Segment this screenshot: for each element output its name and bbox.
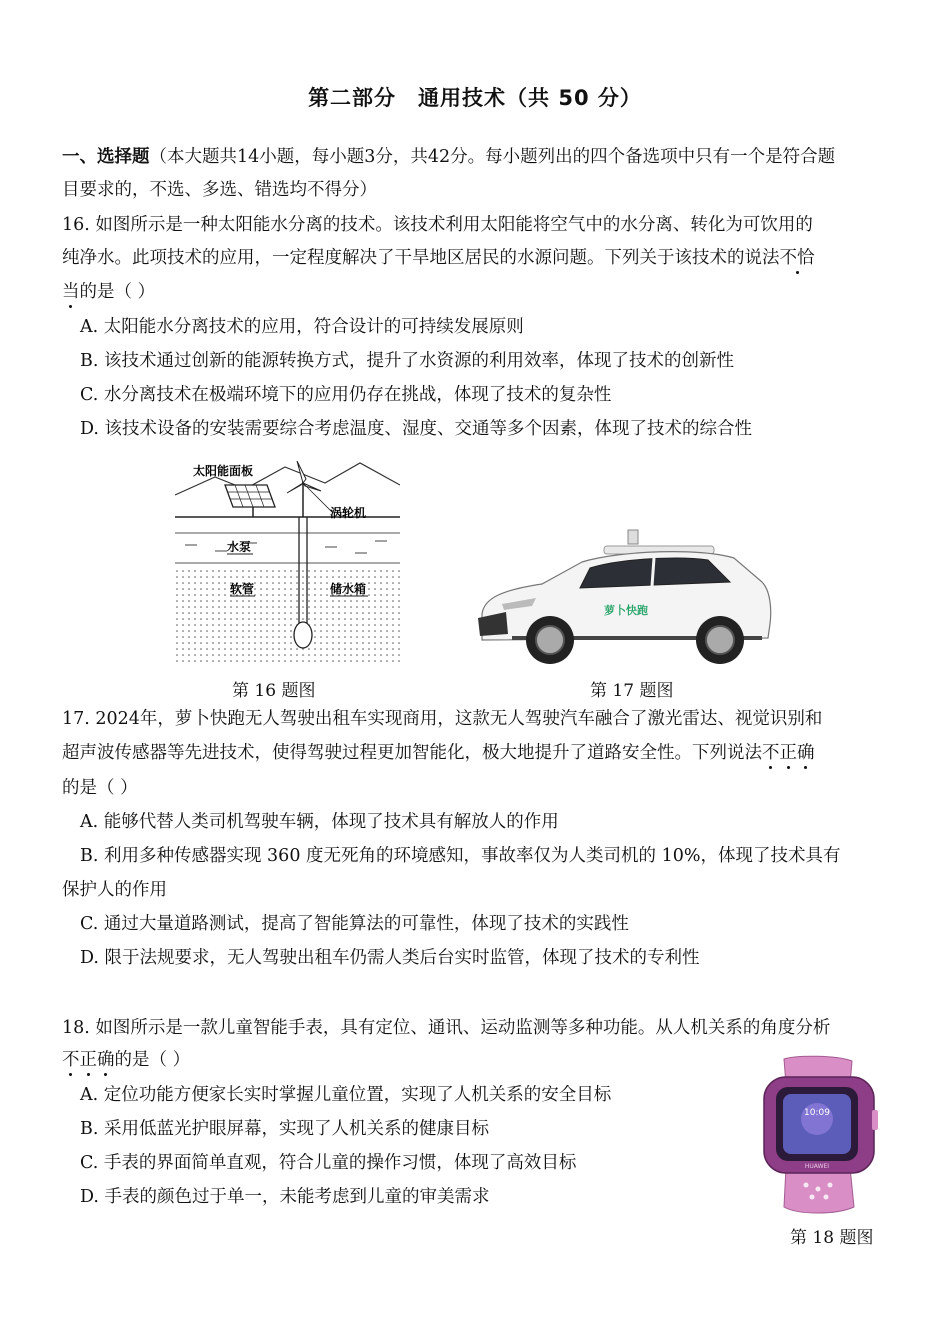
page-title: 第二部分 通用技术（共 50 分） bbox=[308, 86, 642, 110]
q18-stem-line1: 18. 如图所示是一款儿童智能手表，具有定位、通讯、运动监测等多种功能。从人机关系的角度分析 bbox=[62, 1018, 831, 1038]
car-logo-text: 萝卜快跑 bbox=[604, 604, 648, 617]
q16-stem-line1: 16. 如图所示是一种太阳能水分离的技术。该技术利用太阳能将空气中的水分离、转化为可饮用的 bbox=[62, 215, 813, 235]
watch-time: 10:09 bbox=[804, 1108, 830, 1118]
label-hose: 软管 bbox=[230, 582, 255, 596]
turbine-icon bbox=[287, 461, 333, 517]
q18-option-d: D. 手表的颜色过于单一，未能考虑到儿童的审美需求 bbox=[80, 1187, 490, 1207]
q17-option-b-line1: B. 利用多种传感器实现 360 度无死角的环境感知，事故率仅为人类司机的 10%，体现了技术具有 bbox=[80, 846, 841, 866]
q18-emphasis-1: 不 bbox=[62, 1050, 80, 1070]
label-turbine: 涡轮机 bbox=[330, 506, 367, 520]
q18-option-b: B. 采用低蓝光护眼屏幕，实现了人机关系的健康目标 bbox=[80, 1119, 489, 1139]
watch-brand: HUAWEI bbox=[804, 1163, 830, 1170]
q17-option-d: D. 限于法规要求，无人驾驶出租车仍需人类后台实时监管，体现了技术的专利性 bbox=[80, 948, 700, 968]
section-heading: 一、选择题 bbox=[62, 147, 150, 167]
q17-stem-line2: 超声波传感器等先进技术，使得驾驶过程更加智能化，极大地提升了道路安全性。下列说法不正确 bbox=[62, 743, 815, 763]
fig17-car-image bbox=[472, 528, 777, 668]
q16-emphasis-1: 不恰 bbox=[779, 248, 815, 268]
q17-option-a: A. 能够代替人类司机驾驶车辆，体现了技术具有解放人的作用 bbox=[80, 812, 559, 832]
q16-option-a: A. 太阳能水分离技术的应用，符合设计的可持续发展原则 bbox=[80, 317, 524, 337]
q17-stem-line3: 的是（ ） bbox=[62, 778, 138, 798]
q17-emphasis-3: 确 bbox=[797, 743, 815, 763]
q17-option-c: C. 通过大量道路测试，提高了智能算法的可靠性，体现了技术的实践性 bbox=[80, 914, 629, 934]
q17-emphasis-2: 正 bbox=[779, 743, 797, 763]
section-desc-2: 目要求的，不选、多选、错选均不得分） bbox=[62, 180, 377, 200]
fig18-watch-image bbox=[756, 1055, 886, 1215]
fig16-caption: 第 16 题图 bbox=[232, 681, 316, 701]
label-pump: 水泵 bbox=[227, 540, 252, 554]
label-tank: 储水箱 bbox=[330, 582, 367, 596]
fig18-caption: 第 18 题图 bbox=[790, 1228, 874, 1248]
section-header bbox=[62, 145, 835, 169]
q18-emphasis-2: 正 bbox=[79, 1050, 97, 1070]
q18-option-c: C. 手表的界面简单直观，符合儿童的操作习惯，体现了高效目标 bbox=[80, 1153, 577, 1173]
q18-emphasis-3: 确 bbox=[97, 1050, 115, 1070]
water-tank bbox=[294, 622, 312, 648]
q16-option-c: C. 水分离技术在极端环境下的应用仍存在挑战，体现了技术的复杂性 bbox=[80, 385, 612, 405]
q16-stem-line2: 纯净水。此项技术的应用，一定程度解决了干旱地区居民的水源问题。下列关于该技术的说法不恰 bbox=[62, 248, 815, 268]
q17-stem-line1: 17. 2024年，萝卜快跑无人驾驶出租车实现商用，这款无人驾驶汽车融合了激光雷达、视觉识别和 bbox=[62, 709, 823, 729]
solar-panel-icon bbox=[225, 485, 275, 517]
q17-emphasis-1: 不 bbox=[762, 743, 780, 763]
q16-option-d: D. 该技术设备的安装需要综合考虑温度、湿度、交通等多个因素，体现了技术的综合性 bbox=[80, 419, 753, 439]
fig17-caption: 第 17 题图 bbox=[590, 681, 674, 701]
q18-stem-line2: 不正确的是（ ） bbox=[62, 1050, 191, 1070]
q18-option-a: A. 定位功能方便家长实时掌握儿童位置，实现了人机关系的安全目标 bbox=[80, 1085, 612, 1105]
q17-option-b-line2: 保护人的作用 bbox=[62, 880, 167, 900]
q16-option-b: B. 该技术通过创新的能源转换方式，提升了水资源的利用效率，体现了技术的创新性 bbox=[80, 351, 734, 371]
label-solar-panel: 太阳能面板 bbox=[193, 464, 254, 478]
q16-emphasis-2: 当 bbox=[62, 282, 80, 302]
q16-stem-line3: 当的是（ ） bbox=[62, 282, 156, 302]
section-desc-1: （本大题共14小题，每小题3分，共42分。每小题列出的四个备选项中只有一个是符合题 bbox=[149, 147, 836, 167]
fig16-diagram bbox=[175, 455, 400, 665]
